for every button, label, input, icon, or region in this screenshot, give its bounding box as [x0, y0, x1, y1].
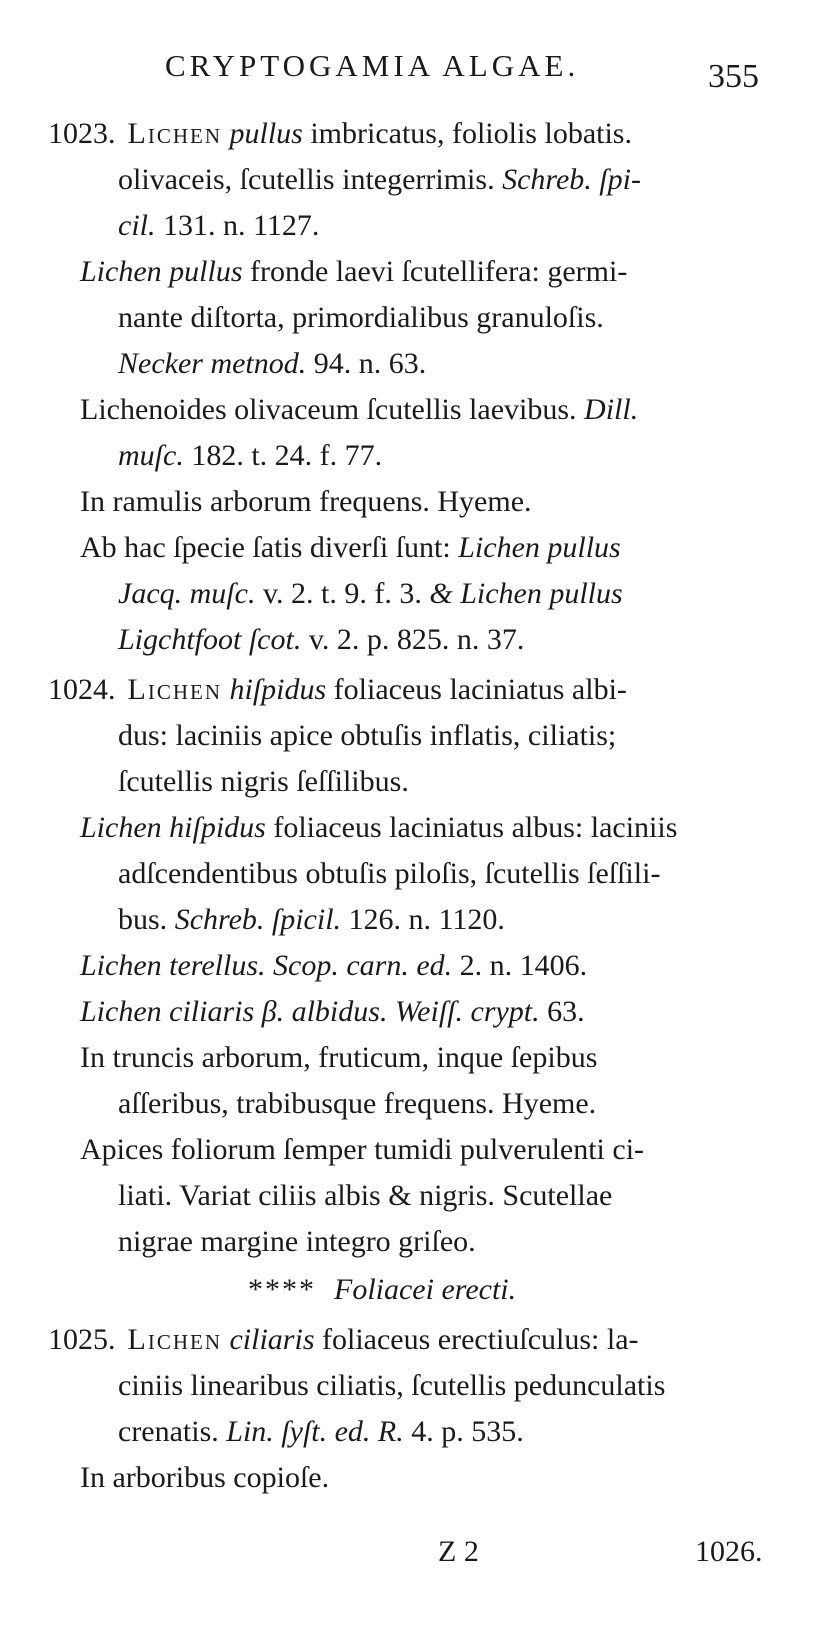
text-line [118, 716, 616, 756]
line-text: adſcendentibus obtuſis piloſis, ſcutellis ſeſſili- [118, 857, 661, 890]
line-text: 4. p. 535. [403, 1415, 524, 1448]
genus-name: Lichen [127, 673, 222, 706]
citation-italic: Schreb. ſpicil. [174, 903, 342, 936]
citation-italic: Ligchtfoot ſcot. [118, 623, 302, 656]
line-text: In ramulis arborum frequens. Hyeme. [80, 485, 532, 518]
line-text: 182. t. 24. f. 77. [183, 439, 383, 472]
synonym-name: Lichen hiſpidus [80, 811, 266, 844]
citation-italic: Lichen pullus [460, 577, 623, 610]
synonym-line [80, 992, 585, 1032]
line-text: liati. Variat ciliis albis & nigris. Scutellae [118, 1179, 613, 1212]
synonym-line [80, 808, 677, 848]
line-text: nigrae margine integro griſeo. [118, 1225, 476, 1258]
citation-italic: Schreb. ſpi- [502, 163, 641, 196]
synonym-line [80, 252, 627, 292]
line-text: bus. [118, 903, 175, 936]
signature-mark: Z 2 [438, 1535, 479, 1568]
entry-1025-heading [48, 1320, 639, 1360]
catchword: 1026. [695, 1535, 763, 1568]
line-text: 94. n. 63. [306, 347, 427, 380]
habitat-line [80, 1458, 329, 1498]
text-line [118, 1176, 612, 1216]
line-text: crenatis. [118, 1415, 227, 1448]
ampersand: & [429, 577, 461, 610]
citation-italic: muſc. [118, 439, 184, 472]
section-title: Foliacei erecti. [334, 1273, 517, 1306]
line-text: Lichenoides olivaceum ſcutellis laevibus. [80, 393, 585, 426]
entry-number: 1023. [48, 117, 116, 150]
line-text: ciniis linearibus ciliatis, ſcutellis pedunculatis [118, 1369, 666, 1402]
text-line [118, 436, 382, 476]
text-line [118, 1366, 665, 1406]
citation-italic: Necker metnod. [118, 347, 307, 380]
text-line [118, 762, 409, 802]
line-text: v. 2. t. 9. f. 3. [255, 577, 430, 610]
text-line [118, 900, 505, 940]
text-line [118, 620, 524, 660]
section-stars: **** [248, 1273, 316, 1306]
synonym-line [80, 946, 587, 986]
entry-number: 1025. [48, 1323, 116, 1356]
page-footer [0, 1535, 830, 1579]
text-line [118, 854, 660, 894]
entry-1023-heading [48, 114, 632, 154]
genus-name: Lichen [127, 1323, 222, 1356]
line-text: In arboribus copioſe. [80, 1461, 330, 1494]
text-line [118, 344, 426, 384]
line-text: v. 2. p. 825. n. 37. [301, 623, 525, 656]
text-line [118, 574, 623, 614]
entry-1024-heading [48, 670, 627, 710]
citation-italic: Jacq. muſc. [118, 577, 256, 610]
note-line [80, 528, 621, 568]
citation-italic: Lichen pullus [458, 531, 621, 564]
genus-name: Lichen [127, 117, 222, 150]
text-line [118, 1412, 524, 1452]
line-text: In truncis arborum, fruticum, inque ſepibus [80, 1041, 598, 1074]
diagnosis-text: imbricatus, foliolis lobatis. [302, 117, 632, 150]
citation-italic: cil. [118, 209, 156, 242]
text-line [118, 298, 604, 338]
running-title: CRYPTOGAMIA ALGAE. [165, 48, 580, 83]
citation-italic: Dill. [584, 393, 639, 426]
line-text: nante diſtorta, primordialibus granuloſis. [118, 301, 604, 334]
text-line [118, 1222, 476, 1262]
line-text: 131. n. 1127. [155, 209, 320, 242]
text-line [118, 160, 641, 200]
note-line [80, 1130, 644, 1170]
habitat-line [80, 482, 532, 522]
line-text: 126. n. 1120. [341, 903, 505, 936]
line-text: 2. n. 1406. [452, 949, 588, 982]
habitat-line [80, 1038, 597, 1078]
citation-italic: Lin. ſyſt. ed. R. [226, 1415, 404, 1448]
species-name: pullus [229, 117, 303, 150]
diagnosis-text: foliaceus laciniatus albi- [326, 673, 627, 706]
synonym-name: Lichen terellus. Scop. carn. ed. [80, 949, 453, 982]
synonym-line [80, 390, 638, 430]
page-header [0, 48, 830, 98]
synonym-name: Lichen ciliaris β. albidus. Weiſſ. crypt. [80, 995, 540, 1028]
line-text: Apices foliorum ſemper tumidi pulverulenti ci- [80, 1133, 645, 1166]
line-text: ſcutellis nigris ſeſſilibus. [118, 765, 409, 798]
line-text: fronde laevi ſcutellifera: germi- [242, 255, 628, 288]
species-name: hiſpidus [229, 673, 327, 706]
synonym-name: Lichen pullus [80, 255, 243, 288]
diagnosis-text: foliaceus erectiuſculus: la- [314, 1323, 639, 1356]
line-text: olivaceis, ſcutellis integerrimis. [118, 163, 503, 196]
line-text: Ab hac ſpecie ſatis diverſi ſunt: [80, 531, 459, 564]
page-number: 355 [708, 58, 759, 95]
line-text: 63. [539, 995, 585, 1028]
text-line [118, 1084, 596, 1124]
text-line [118, 206, 319, 246]
line-text: aſſeribus, trabibusque frequens. Hyeme. [118, 1087, 597, 1120]
section-heading [248, 1270, 516, 1310]
line-text: foliaceus laciniatus albus: laciniis [265, 811, 678, 844]
species-name: ciliaris [229, 1323, 315, 1356]
line-text: dus: laciniis apice obtuſis inflatis, ciliatis; [118, 719, 617, 752]
entry-number: 1024. [48, 673, 116, 706]
